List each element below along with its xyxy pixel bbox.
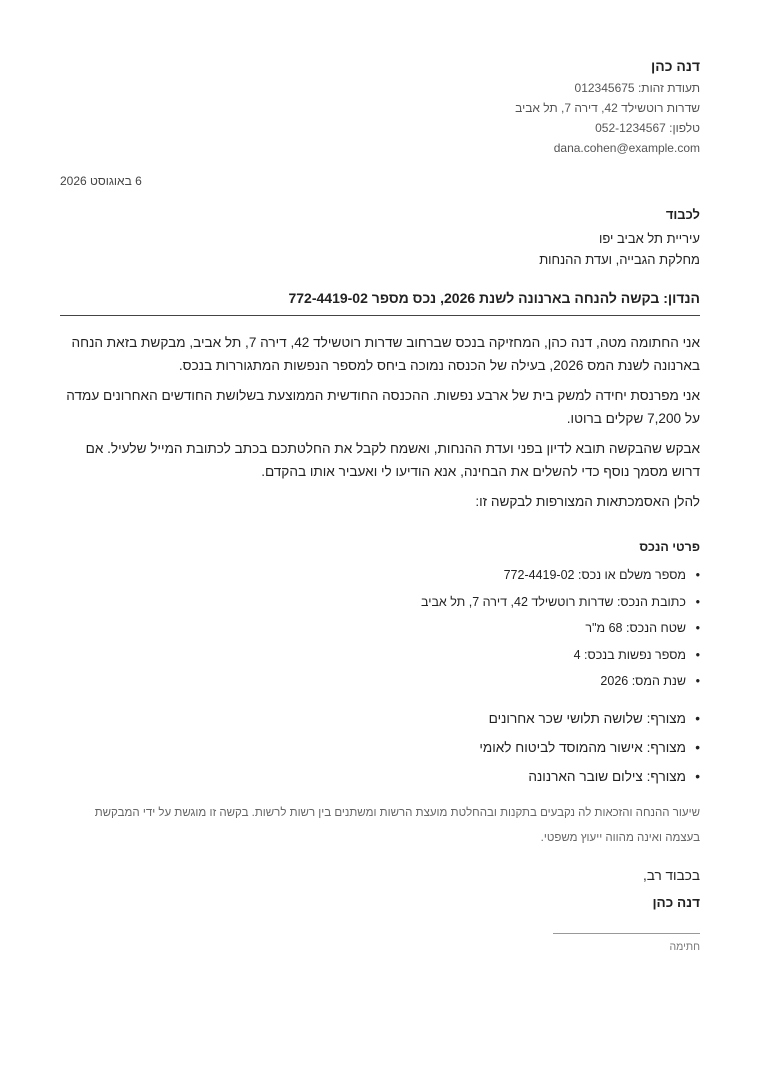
bullet-icon: • [695, 769, 700, 784]
body-paragraph-4: להלן האסמכתאות המצורפות לבקשה זו: [475, 494, 700, 509]
signature-label: חתימה [669, 941, 700, 953]
property-details-title: פרטי הנכס [639, 540, 700, 554]
bullet-icon: • [695, 711, 700, 726]
body-paragraph-3: אבקש שהבקשה תובא לדיון בפני ועדת ההנחות, ואשמח לקבל את החלטתכם בכתב לכתובת המייל שלעיל. אם דרוש מסמך נוסף כדי להשלים את הבחינה, אנא הודיעו לי ואעביר אותו בהקדם. [85, 441, 700, 479]
list-item-text: כתובת הנכס: שדרות רוטשילד 42, דירה 7, תל אביב [420, 594, 686, 609]
bullet-icon: • [695, 568, 700, 582]
list-item [421, 562, 700, 589]
attachment-text: מצורף: צילום שובר הארנונה [528, 769, 686, 784]
closing-block [643, 866, 700, 913]
bullet-icon: • [695, 594, 700, 609]
recipient-department: מחלקת הגבייה, ועדת ההנחות [539, 252, 700, 267]
recipient-block [539, 205, 700, 270]
bullet-icon: • [695, 740, 700, 755]
list-item-text: שטח הנכס: 68 מ"ר [585, 621, 686, 635]
list-item [479, 762, 700, 791]
sender-address: שדרות רוטשילד 42, דירה 7, תל אביב [515, 101, 700, 115]
bullet-icon: • [695, 674, 700, 688]
list-item [479, 733, 700, 762]
letter-body [60, 331, 700, 520]
sender-phone: טלפון: 052-1234567 [595, 121, 700, 135]
list-item-text: שנת המס: 2026 [600, 674, 686, 688]
property-details-list [421, 562, 700, 695]
body-paragraph-1: אני החתומה מטה, דנה כהן, המחזיקה בנכס שברחוב שדרות רוטשילד 42, דירה 7, תל אביב, מבקשת בזאת הנחה בארנונה לשנת המס 2026, בעילה של הכנסה נמוכה ביחס למספר הנפשות המתגוררות בנכס. [71, 335, 700, 373]
closing-salutation: בכבוד רב, [642, 868, 700, 883]
signature-line [553, 933, 700, 934]
sender-email: dana.cohen@example.com [553, 141, 700, 155]
sender-block [515, 56, 700, 158]
list-item [479, 704, 700, 733]
attachment-text: מצורף: שלושה תלושי שכר אחרונים [488, 711, 686, 726]
list-item-text: מספר נפשות בנכס: 4 [573, 647, 686, 662]
bullet-icon: • [695, 647, 700, 662]
body-paragraph-2: אני מפרנסת יחידה למשק בית של ארבע נפשות. ההכנסה החודשית הממוצעת בשלושת החודשים האחרונים עמדה על 7,200 שקלים ברוטו. [66, 388, 700, 426]
disclaimer-note: שיעור ההנחה והזכאות לה נקבעים בתקנות ובהחלטת מועצת הרשות ומשתנים בין רשות לרשות. בקשה זו מוגשת על ידי המבקשת בעצמה ואינה מהווה ייעוץ משפטי. [94, 807, 700, 844]
subject-line: הנדון: בקשה להנחה בארנונה לשנת 2026, נכס מספר 772-4419-02 [60, 288, 700, 316]
closing-name: דנה כהן [652, 895, 700, 910]
recipient-greeting: לכבוד [665, 207, 700, 222]
attachment-text: מצורף: אישור מהמוסד לביטוח לאומי [479, 740, 686, 755]
list-item [421, 642, 700, 669]
sender-name: דנה כהן [651, 58, 700, 74]
bullet-icon: • [695, 621, 700, 635]
attachments-list [479, 704, 700, 791]
list-item [421, 589, 700, 616]
list-item [421, 615, 700, 642]
letter-date: 6 באוגוסט 2026 [60, 174, 142, 188]
recipient-org: עיריית תל אביב יפו [598, 231, 700, 246]
list-item [421, 668, 700, 695]
list-item-text: מספר משלם או נכס: 772-4419-02 [503, 568, 686, 582]
sender-id: תעודת זהות: 012345675 [574, 81, 700, 95]
